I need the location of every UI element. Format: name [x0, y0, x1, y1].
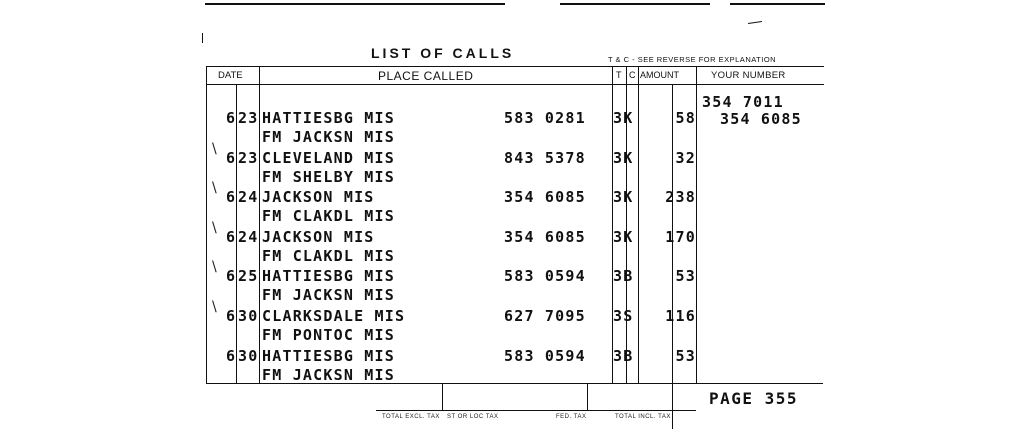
amount-cents-divider: [672, 84, 673, 429]
footer-tick-1: [442, 384, 443, 410]
explanation-note: T & C - SEE REVERSE FOR EXPLANATION: [608, 55, 777, 64]
call-number: 843 5378: [504, 149, 586, 167]
call-code: 3K: [613, 149, 634, 167]
top-rule-2: [560, 3, 710, 5]
left-mark: [202, 33, 203, 43]
call-from: FM SHELBY MIS: [262, 168, 395, 186]
col-place-called: PLACE CALLED: [378, 69, 474, 83]
call-day: 30: [238, 347, 259, 365]
page-label: PAGE 355: [709, 389, 799, 408]
call-amount: 53: [675, 347, 696, 365]
call-place: HATTIESBG MIS: [262, 347, 395, 365]
call-day: 24: [238, 228, 259, 246]
amount-number-divider: [696, 66, 697, 384]
call-code: 3S: [613, 307, 634, 325]
call-from: FM CLAKDL MIS: [262, 207, 395, 225]
your-number-1: 354 7011: [702, 93, 784, 111]
col-date: DATE: [218, 70, 243, 81]
check-mark: \: [212, 220, 217, 236]
col-c: C: [629, 70, 636, 80]
call-number: 583 0594: [504, 347, 586, 365]
call-month: 6: [226, 267, 237, 285]
footer-total-incl-tax: TOTAL INCL. TAX: [615, 414, 671, 420]
call-month: 6: [226, 149, 237, 167]
call-place: JACKSON MIS: [262, 228, 375, 246]
call-from: FM JACKSN MIS: [262, 366, 395, 384]
header-bottom-border: [206, 84, 824, 85]
call-from: FM CLAKDL MIS: [262, 247, 395, 265]
call-place: CLARKSDALE MIS: [262, 307, 406, 325]
call-number: 627 7095: [504, 307, 586, 325]
call-day: 23: [238, 149, 259, 167]
footer-total-excl-tax: TOTAL EXCL. TAX: [382, 414, 440, 420]
call-month: 6: [226, 228, 237, 246]
call-amount: 58: [675, 109, 696, 127]
call-amount: 32: [675, 149, 696, 167]
call-code: 3B: [613, 267, 634, 285]
col-t: T: [616, 70, 622, 80]
footer-rule: [376, 410, 696, 411]
table-top-border: [206, 66, 824, 67]
call-amount: 238: [665, 188, 696, 206]
call-code: 3K: [613, 228, 634, 246]
call-number: 354 6085: [504, 188, 586, 206]
call-day: 24: [238, 188, 259, 206]
call-place: JACKSON MIS: [262, 188, 375, 206]
call-code: 3K: [613, 109, 634, 127]
call-place: CLEVELAND MIS: [262, 149, 395, 167]
dash-mark: [748, 21, 762, 24]
call-day: 23: [238, 109, 259, 127]
call-from: FM JACKSN MIS: [262, 128, 395, 146]
your-number-2: 354 6085: [720, 110, 802, 128]
footer-fed-tax: FED. TAX: [556, 414, 587, 420]
call-place: HATTIESBG MIS: [262, 267, 395, 285]
footer-tick-2: [587, 384, 588, 410]
call-day: 25: [238, 267, 259, 285]
call-from: FM JACKSN MIS: [262, 286, 395, 304]
call-amount: 53: [675, 267, 696, 285]
col-amount: AMOUNT: [640, 70, 679, 80]
call-number: 583 0594: [504, 267, 586, 285]
col-your-number: YOUR NUMBER: [711, 70, 786, 81]
check-mark: \: [212, 259, 217, 275]
top-rule-3: [730, 3, 825, 5]
call-place: HATTIESBG MIS: [262, 109, 395, 127]
call-day: 30: [238, 307, 259, 325]
call-number: 583 0281: [504, 109, 586, 127]
check-mark: \: [212, 180, 217, 196]
c-amount-divider: [638, 66, 639, 384]
call-month: 6: [226, 109, 237, 127]
call-month: 6: [226, 307, 237, 325]
date-place-divider: [259, 66, 260, 384]
call-code: 3K: [613, 188, 634, 206]
call-code: 3B: [613, 347, 634, 365]
call-amount: 116: [665, 307, 696, 325]
check-mark: \: [212, 141, 217, 157]
call-amount: 170: [665, 228, 696, 246]
call-month: 6: [226, 188, 237, 206]
footer-st-loc-tax: ST OR LOC TAX: [447, 414, 499, 420]
call-number: 354 6085: [504, 228, 586, 246]
top-rule-1: [205, 3, 505, 5]
call-from: FM PONTOC MIS: [262, 326, 395, 344]
check-mark: \: [212, 299, 217, 315]
table-left-border: [206, 66, 207, 384]
call-month: 6: [226, 347, 237, 365]
page-title: LIST OF CALLS: [371, 45, 515, 61]
